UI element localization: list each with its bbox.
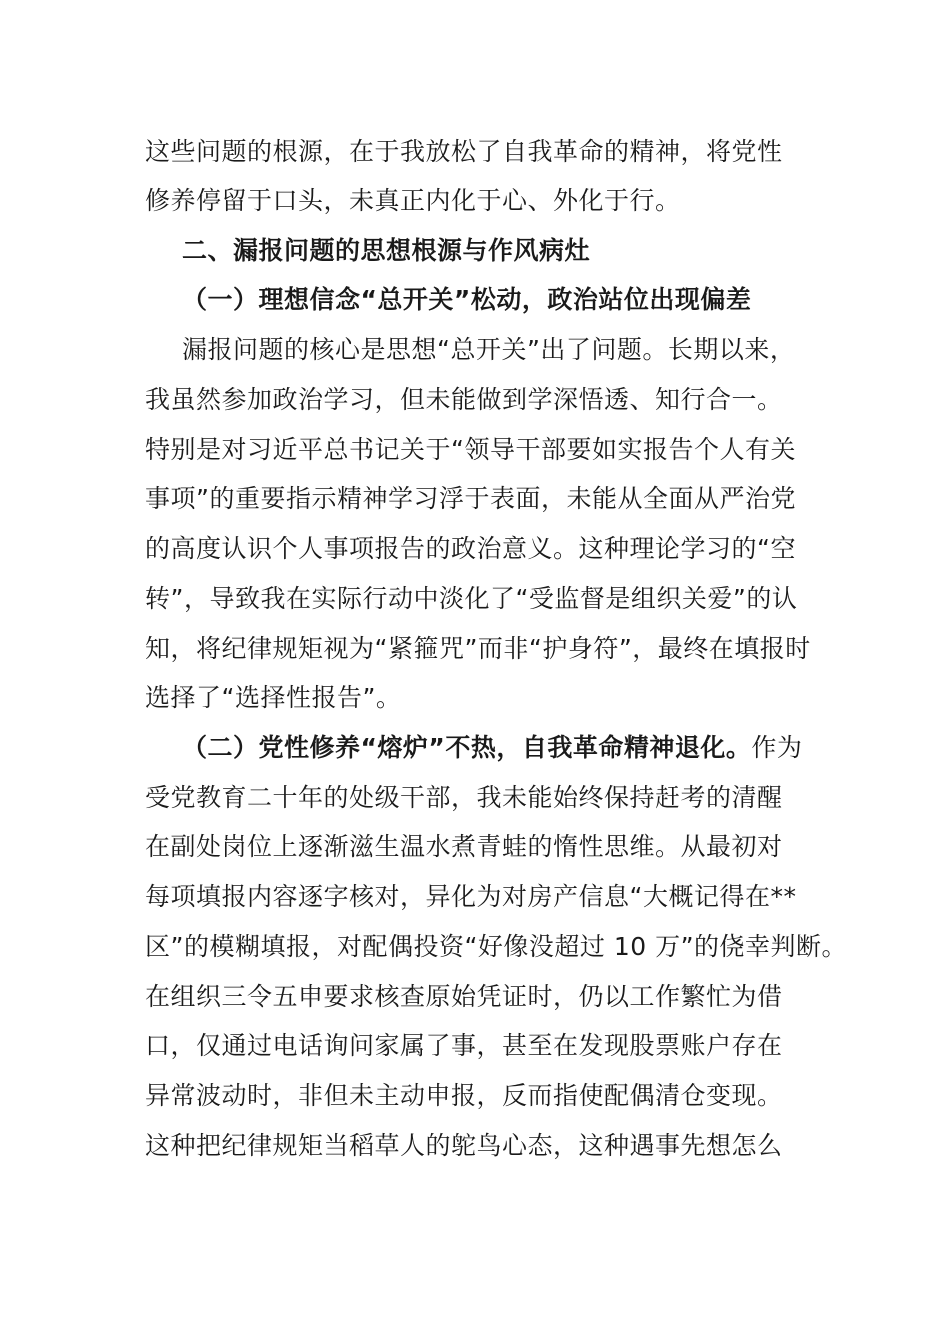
body-text-line: 转”，导致我在实际行动中淡化了“受监督是组织关爱”的认 [145, 584, 798, 613]
body-text-line: 我虽然参加政治学习，但未能做到学深悟透、知行合一。 [145, 385, 783, 414]
body-text-line: 区”的模糊填报，对配偶投资“好像没超过 10 万”的侥幸判断。 [145, 932, 848, 961]
body-text-line: 知，将纪律规矩视为“紧箍咒”而非“护身符”，最终在填报时 [145, 634, 811, 663]
body-text-line: 特别是对习近平总书记关于“领导干部要如实报告个人有关 [145, 435, 796, 464]
body-text-run: 作为 [751, 733, 803, 762]
body-text-line: 漏报问题的核心是思想“总开关”出了问题。长期以来， [182, 335, 796, 364]
subsection-heading-line [182, 728, 802, 768]
body-text-line: 事项”的重要指示精神学习浮于表面，未能从全面从严治党 [145, 484, 796, 513]
body-text-line: 选择了“选择性报告”。 [145, 683, 402, 712]
body-text-line: 这些问题的根源，在于我放松了自我革命的精神，将党性 [145, 137, 783, 166]
body-text-line: 口，仅通过电话询问家属了事，甚至在发现股票账户存在 [145, 1031, 783, 1060]
body-text-line: 在副处岗位上逐渐滋生温水煮青蛙的惰性思维。从最初对 [145, 832, 783, 861]
body-text-line: 异常波动时，非但未主动申报，反而指使配偶清仓变现。 [145, 1081, 783, 1110]
subsection-heading: （一）理想信念“总开关”松动，政治站位出现偏差 [182, 285, 752, 314]
body-text-line: 修养停留于口头，未真正内化于心、外化于行。 [145, 186, 681, 215]
section-heading: 二、漏报问题的思想根源与作风病灶 [182, 236, 591, 265]
body-text-line: 在组织三令五申要求核查原始凭证时，仍以工作繁忙为借 [145, 982, 783, 1011]
body-text-line: 这种把纪律规矩当稻草人的鸵鸟心态，这种遇事先想怎么 [145, 1131, 783, 1160]
body-text-line: 的高度认识个人事项报告的政治意义。这种理论学习的“空 [145, 534, 796, 563]
body-text-line: 受党教育二十年的处级干部，我未能始终保持赶考的清醒 [145, 783, 783, 812]
subsection-heading: （二）党性修养“熔炉”不热，自我革命精神退化。 [182, 733, 752, 762]
body-text-line: 每项填报内容逐字核对，异化为对房产信息“大概记得在** [145, 882, 797, 911]
